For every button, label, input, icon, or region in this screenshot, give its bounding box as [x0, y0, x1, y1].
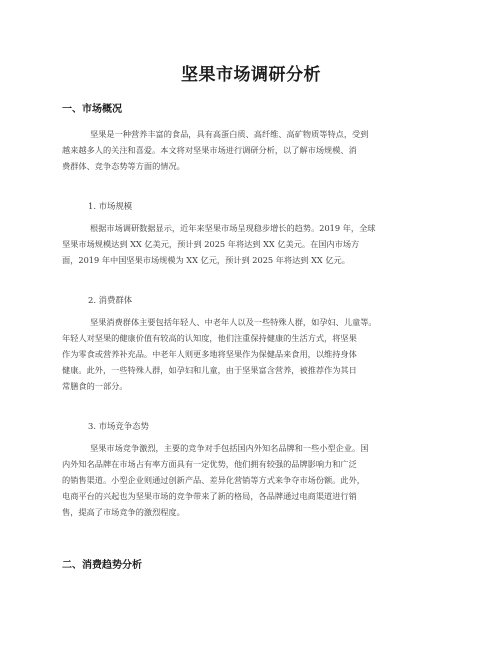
- paragraph-line: 售，提高了市场竞争的激烈程度。: [62, 507, 185, 517]
- paragraph-line: 内外知名品牌在市场占有率方面具有一定优势，他们拥有较强的品牌影响力和广泛: [62, 459, 357, 469]
- competition-paragraph: [62, 440, 442, 520]
- subheading-consumer-groups: 2. 消费群体: [88, 295, 133, 305]
- paragraph-line: 健康。此外，一些特殊人群，如孕妇和儿童，由于坚果富含营养，被推荐作为其日: [62, 365, 357, 375]
- paragraph-line: 坚果市场规模达到 XX 亿美元，预计到 2025 年将达到 XX 亿美元。在国内市场方: [62, 239, 360, 249]
- paragraph-line: 坚果消费群体主要包括年轻人、中老年人以及一些特殊人群，如孕妇、儿童等。: [90, 317, 377, 327]
- intro-paragraph: [62, 126, 442, 174]
- paragraph-line: 坚果市场竞争激烈，主要的竞争对手包括国内外知名品牌和一些小型企业。国: [90, 443, 369, 453]
- paragraph-line: 常膳食的一部分。: [62, 381, 128, 391]
- market-size-paragraph: [62, 220, 442, 268]
- consumer-groups-paragraph: [62, 314, 442, 394]
- paragraph-line: 面，2019 年中国坚果市场规模为 XX 亿元，预计到 2025 年将达到 XX 亿元。: [62, 255, 350, 265]
- paragraph-line: 年轻人对坚果的健康价值有较高的认知度，他们注重保持健康的生活方式，将坚果: [62, 333, 357, 343]
- subheading-competition: 3. 市场竞争态势: [88, 421, 149, 431]
- paragraph-line: 坚果是一种营养丰富的食品，具有高蛋白质、高纤维、高矿物质等特点，受到: [90, 129, 369, 139]
- document-title: 坚果市场调研分析: [181, 65, 321, 85]
- paragraph-line: 电商平台的兴起也为坚果市场的竞争带来了新的格局，各品牌通过电商渠道进行销: [62, 491, 357, 501]
- paragraph-line: 的销售渠道。小型企业则通过创新产品、差异化营销等方式来争夺市场份额。此外，: [62, 475, 365, 485]
- section-heading-consumption-trends: 二、消费趋势分析: [62, 560, 142, 571]
- paragraph-line: 根据市场调研数据显示，近年来坚果市场呈现稳步增长的趋势。2019 年，全球: [90, 223, 376, 233]
- paragraph-line: 费群体、竞争态势等方面的情况。: [62, 161, 185, 171]
- subheading-market-size: 1. 市场规模: [88, 201, 133, 211]
- paragraph-line: 作为零食或营养补充品。中老年人则更多地将坚果作为保健品来食用，以维持身体: [62, 349, 357, 359]
- paragraph-line: 越来越多人的关注和喜爱。本文将对坚果市场进行调研分析，以了解市场规模、消: [62, 145, 357, 155]
- section-heading-market-overview: 一、市场概况: [62, 104, 122, 115]
